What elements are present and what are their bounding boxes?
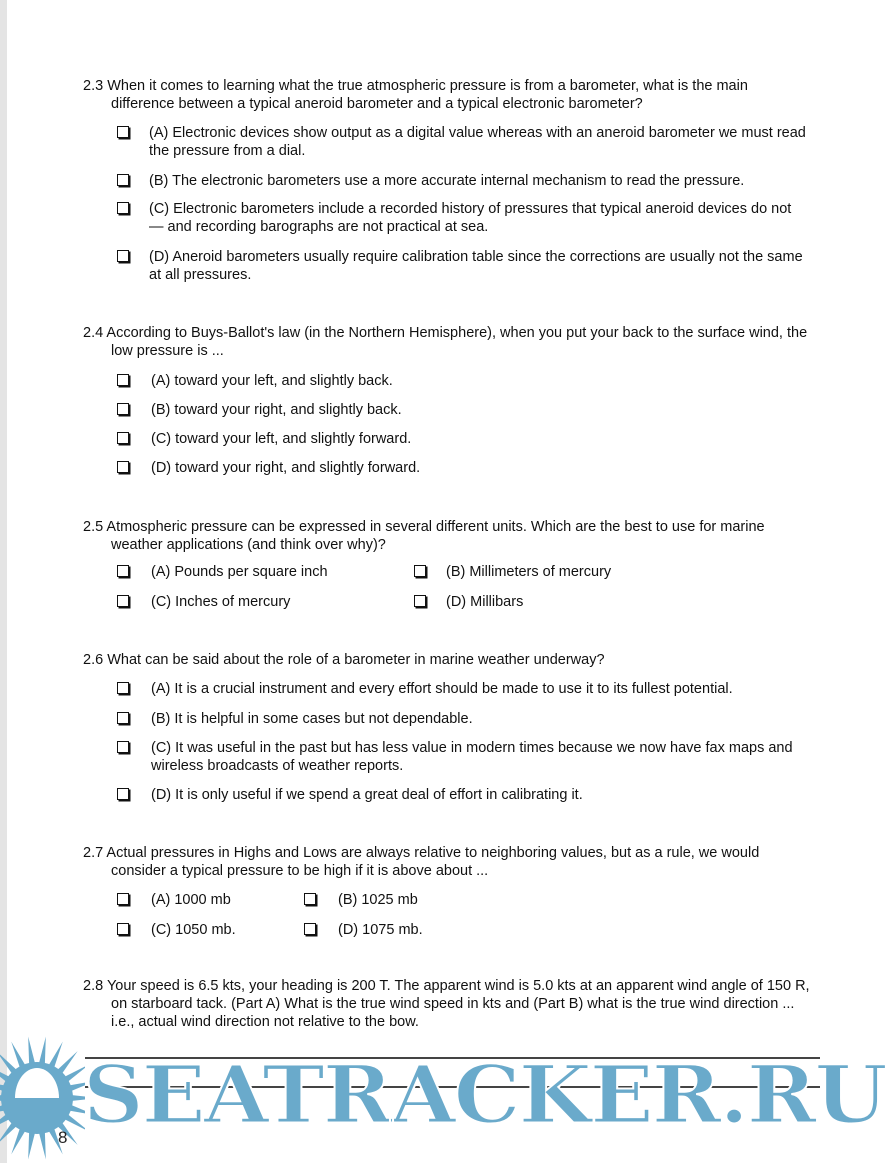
sun-logo-icon (0, 1028, 85, 1163)
answer-checkbox[interactable] (117, 595, 129, 607)
answer-checkbox[interactable] (117, 374, 129, 386)
answer-option: (C) It was useful in the past but has less value in modern times because we now have fax maps and wireless broadcasts of weather reports. (151, 740, 793, 774)
answer-checkbox[interactable] (117, 923, 129, 935)
answer-checkbox[interactable] (414, 595, 426, 607)
answer-checkbox[interactable] (117, 174, 129, 186)
question-body: What can be said about the role of a barometer in marine weather underway? (107, 652, 605, 668)
question-2-7 (83, 844, 813, 880)
watermark-logo: SEATRACKER.RU (83, 1047, 886, 1142)
question-2-5 (83, 518, 813, 554)
answer-option: (D) It is only useful if we spend a great deal of effort in calibrating it. (151, 787, 583, 803)
question-body: Your speed is 6.5 kts, your heading is 200 T. The apparent wind is 5.0 kts at an apparent wind angle of 150 R, on starboard tack. (Part A) What is the true wind speed in kts and (Part B) what is the true wind direction ... i.e., actual wind direction not relative to the bow. (106, 978, 810, 1030)
question-text: 2.6 What can be said about the role of a barometer in marine weather underway? (83, 652, 605, 668)
question-text: 2.4 According to Buys-Ballot's law (in the Northern Hemisphere), when you put your back to the surface wind, the low pressure is ... (83, 325, 808, 359)
answer-checkbox[interactable] (117, 202, 129, 214)
answer-option: (B) The electronic barometers use a more accurate internal mechanism to read the pressure. (149, 173, 745, 189)
answer-option: (C) Electronic barometers include a recorded history of pressures that typical aneroid devices do not — and recording barographs are not practical at sea. (149, 201, 792, 235)
answer-checkbox[interactable] (117, 712, 129, 724)
answer-option: (D) Aneroid barometers usually require calibration table since the corrections are usually not the same at all pressures. (149, 249, 803, 283)
answer-option: (B) It is helpful in some cases but not dependable. (151, 711, 473, 727)
answer-option: (C) 1050 mb. (151, 922, 236, 938)
answer-option: (D) 1075 mb. (338, 922, 423, 938)
answer-option: (C) toward your left, and slightly forward. (151, 431, 412, 447)
answer-checkbox[interactable] (117, 250, 129, 262)
question-text: 2.7 Actual pressures in Highs and Lows are always relative to neighboring values, but as a rule, we would consider a typical pressure to be high if it is above about ... (83, 845, 760, 879)
answer-option: (D) toward your right, and slightly forward. (151, 460, 421, 476)
answer-option: (B) 1025 mb (338, 892, 418, 908)
answer-checkbox[interactable] (117, 565, 129, 577)
question-2-8 (83, 977, 813, 1031)
answer-checkbox[interactable] (304, 893, 316, 905)
answer-option: (A) 1000 mb (151, 892, 231, 908)
answer-checkbox[interactable] (117, 682, 129, 694)
answer-option: (A) It is a crucial instrument and every effort should be made to use it to its fullest potential. (151, 681, 733, 697)
answer-checkbox[interactable] (117, 403, 129, 415)
page-number: 8 (58, 1128, 68, 1147)
answer-option: (D) Millibars (446, 594, 524, 610)
answer-checkbox[interactable] (304, 923, 316, 935)
answer-option: (B) Millimeters of mercury (446, 564, 612, 580)
page-edge (0, 0, 7, 1163)
question-text: 2.3 When it comes to learning what the true atmospheric pressure is from a barometer, what is the main difference between a typical aneroid barometer and a typical electronic barometer? (83, 78, 748, 112)
question-text: 2.5 Atmospheric pressure can be expressed in several different units. Which are the best to use for marine weather applications (and think over why)? (83, 519, 765, 553)
answer-option: (B) toward your right, and slightly back. (151, 402, 402, 418)
answer-checkbox[interactable] (117, 788, 129, 800)
answer-checkbox[interactable] (117, 893, 129, 905)
answer-checkbox[interactable] (117, 126, 129, 138)
answer-checkbox[interactable] (414, 565, 426, 577)
answer-option: (C) Inches of mercury (151, 594, 291, 610)
answer-checkbox[interactable] (117, 461, 129, 473)
answer-checkbox[interactable] (117, 741, 129, 753)
answer-checkbox[interactable] (117, 432, 129, 444)
question-2-4 (83, 324, 813, 360)
question-body: When it comes to learning what the true atmospheric pressure is from a barometer, what is the main difference between a typical aneroid barometer and a typical electronic barometer? (107, 78, 748, 112)
question-2-6 (83, 651, 813, 669)
answer-option: (A) Electronic devices show output as a digital value whereas with an aneroid barometer we must read the pressure from a dial. (149, 125, 806, 159)
question-body: Actual pressures in Highs and Lows are always relative to neighboring values, but as a rule, we would consider a typical pressure to be high if it is above about ... (106, 845, 760, 879)
question-body: Atmospheric pressure can be expressed in several different units. Which are the best to use for marine weather applications (and think over why)? (106, 519, 765, 553)
answer-option: (A) toward your left, and slightly back. (151, 373, 393, 389)
question-text: 2.8 Your speed is 6.5 kts, your heading is 200 T. The apparent wind is 5.0 kts at an apparent wind angle of 150 R, on starboard tack. (Part A) What is the true wind speed in kts and (Part B) what is the true wind direction ... i.e., actual wind direction not relative to the bow. (83, 978, 810, 1030)
question-2-3 (83, 77, 813, 113)
question-body: According to Buys-Ballot's law (in the Northern Hemisphere), when you put your back to the surface wind, the low pressure is ... (106, 325, 808, 359)
answer-option: (A) Pounds per square inch (151, 564, 328, 580)
